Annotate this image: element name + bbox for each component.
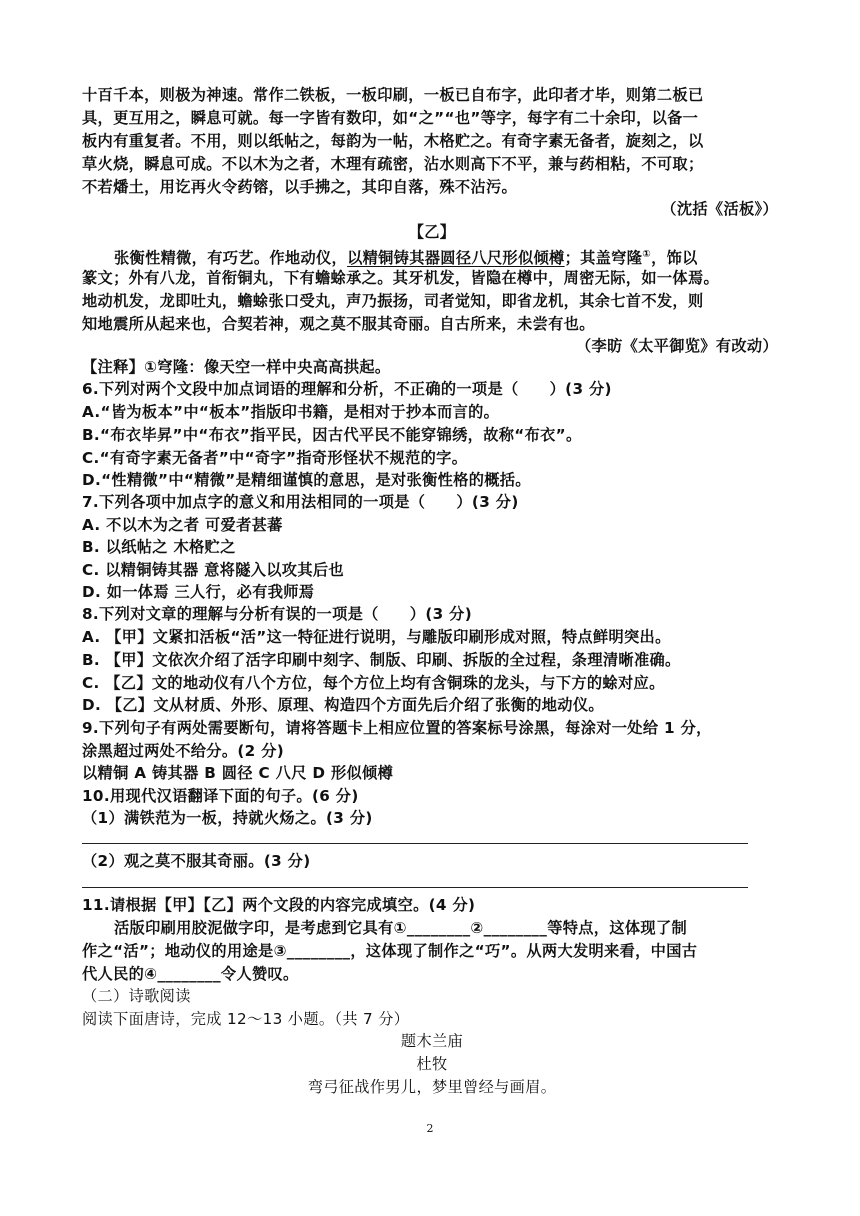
annotation-note: 【注释】①穹隆：像天空一样中央高高拱起。 bbox=[82, 358, 391, 376]
q11-fill-line: 活版印刷用胶泥做字印，是考虑到它具有①________②________等特点，这体现了制 bbox=[114, 919, 688, 937]
q8-option-b: B. 【甲】文依次介绍了活字印刷中刻字、制版、印刷、拆版的全过程，条理清晰准确。 bbox=[82, 651, 681, 669]
q9-sentence: 以精铜 A 铸其器 B 圆径 C 八尺 D 形似倾樽 bbox=[82, 764, 394, 782]
source-yi: （李昉《太平御览》有改动） bbox=[576, 337, 778, 355]
passage-jia-line: 具，更互用之，瞬息可就。每一字皆有数印，如“之”“也”等字，每字有二十余印，以备一 bbox=[82, 109, 699, 127]
q6-option-d: D.“性精微”中“精微”是精细谨慎的意思，是对张衡性格的概括。 bbox=[82, 471, 531, 489]
section-heading: （二）诗歌阅读 bbox=[82, 987, 191, 1005]
q8-stem: 8.下列对文章的理解与分析有误的一项是（ ）(3 分) bbox=[82, 605, 472, 623]
passage-jia-line: 不若燔土，用讫再火令药镕，以手拂之，其印自落，殊不沾污。 bbox=[82, 178, 518, 196]
passage-yi-text: ，饰以 bbox=[651, 249, 698, 268]
q7-stem: 7.下列各项中加点字的意义和用法相同的一项是（ ）(3 分) bbox=[82, 493, 519, 511]
q6-option-a: A.“皆为板本”中“板本”指版印书籍，是相对于抄本而言的。 bbox=[82, 403, 500, 421]
answer-line-1[interactable] bbox=[82, 843, 748, 844]
q7-option-c: C. 以精铜铸其器 意将隧入以攻其后也 bbox=[82, 561, 344, 579]
q11-fill-line: 作之“活”；地动仪的用途是③________，这体现了制作之“巧”。从两大发明来看，中国古 bbox=[82, 942, 698, 960]
passage-yi-line bbox=[114, 244, 782, 269]
underlined-sentence: 以精铜铸其器圆径八尺形似倾樽 bbox=[347, 249, 565, 268]
yi-heading: 【乙】 bbox=[408, 223, 456, 241]
q10-sentence-1: （1）满铁范为一板，持就火炀之。(3 分) bbox=[82, 809, 373, 827]
q7-option-a: A. 不以木为之者 可爱者甚蕃 bbox=[82, 516, 283, 534]
q11-fill-line: 代人民的④________令人赞叹。 bbox=[82, 965, 299, 983]
passage-jia-line: 十百千本，则极为神速。常作二铁板，一板印刷，一板已自布字，此印者才毕，则第二板已 bbox=[82, 86, 704, 104]
q8-option-a: A. 【甲】文紧扣活板“活”这一特征进行说明，与雕版印刷形成对照，特点鲜明突出。 bbox=[82, 628, 671, 646]
passage-yi-line: 知地震所从起来也，合契若神，观之莫不服其奇丽。自古所来，未尝有也。 bbox=[82, 315, 595, 333]
poem-line: 弯弓征战作男儿，梦里曾经与画眉。 bbox=[307, 1078, 557, 1096]
q11-stem: 11.请根据【甲】【乙】两个文段的内容完成填空。(4 分) bbox=[82, 896, 476, 914]
q8-option-d: D. 【乙】文从材质、外形、原理、构造四个方面先后介绍了张衡的地动仪。 bbox=[82, 696, 604, 714]
passage-yi-line: 地动机发，龙即吐丸，蟾蜍张口受丸，声乃振扬，司者觉知，即省龙机，其余七首不发，则 bbox=[82, 292, 704, 310]
q9-stem-cont: 涂黑超过两处不给分。(2 分) bbox=[82, 742, 285, 760]
passage-jia-line: 板内有重复者。不用，则以纸帖之，每韵为一帖，木格贮之。有奇字素无备者，旋刻之，以 bbox=[82, 132, 704, 150]
q8-option-c: C. 【乙】文的地动仪有八个方位，每个方位上均有含铜珠的龙头，与下方的蜍对应。 bbox=[82, 674, 665, 692]
footnote-marker: ① bbox=[642, 249, 652, 260]
answer-line-2[interactable] bbox=[82, 887, 748, 888]
passage-jia-line: 草火烧，瞬息可成。不以木为之者，木理有疏密，沾水则高下不平，兼与药相粘，不可取； bbox=[82, 155, 704, 173]
q6-option-b: B.“布衣毕昇”中“布衣”指平民，因古代平民不能穿锦绣，故称“布衣”。 bbox=[82, 426, 582, 444]
passage-yi-text: ；其盖穹隆 bbox=[564, 249, 643, 268]
poem-title: 题木兰庙 bbox=[400, 1032, 464, 1050]
poem-author: 杜牧 bbox=[416, 1055, 448, 1073]
passage-yi-text: 张衡性精微，有巧艺。作地动仪， bbox=[114, 249, 348, 268]
q7-option-d: D. 如一体焉 三人行，必有我师焉 bbox=[82, 583, 315, 601]
q7-option-b: B. 以纸帖之 木格贮之 bbox=[82, 538, 236, 556]
q10-stem: 10.用现代汉语翻译下面的句子。(6 分) bbox=[82, 787, 359, 805]
q10-sentence-2: （2）观之莫不服其奇丽。(3 分) bbox=[82, 852, 311, 870]
q6-stem: 6.下列对两个文段中加点词语的理解和分析，不正确的一项是（ ）(3 分) bbox=[82, 380, 612, 398]
q6-option-c: C.“有奇字素无备者”中“奇字”指奇形怪状不规范的字。 bbox=[82, 449, 468, 467]
source-jia: （沈括《活板》） bbox=[661, 200, 778, 218]
page-number: 2 bbox=[426, 1122, 434, 1135]
q9-stem: 9.下列句子有两处需要断句，请将答题卡上相应位置的答案标号涂黑，每涂对一处给 1 分， bbox=[82, 719, 712, 737]
section-instruction: 阅读下面唐诗，完成 12～13 小题。（共 7 分） bbox=[82, 1010, 410, 1028]
passage-yi-line: 篆文；外有八龙，首衔铜丸，下有蟾蜍承之。其牙机发，皆隐在樽中，周密无际，如一体焉。 bbox=[82, 269, 720, 287]
